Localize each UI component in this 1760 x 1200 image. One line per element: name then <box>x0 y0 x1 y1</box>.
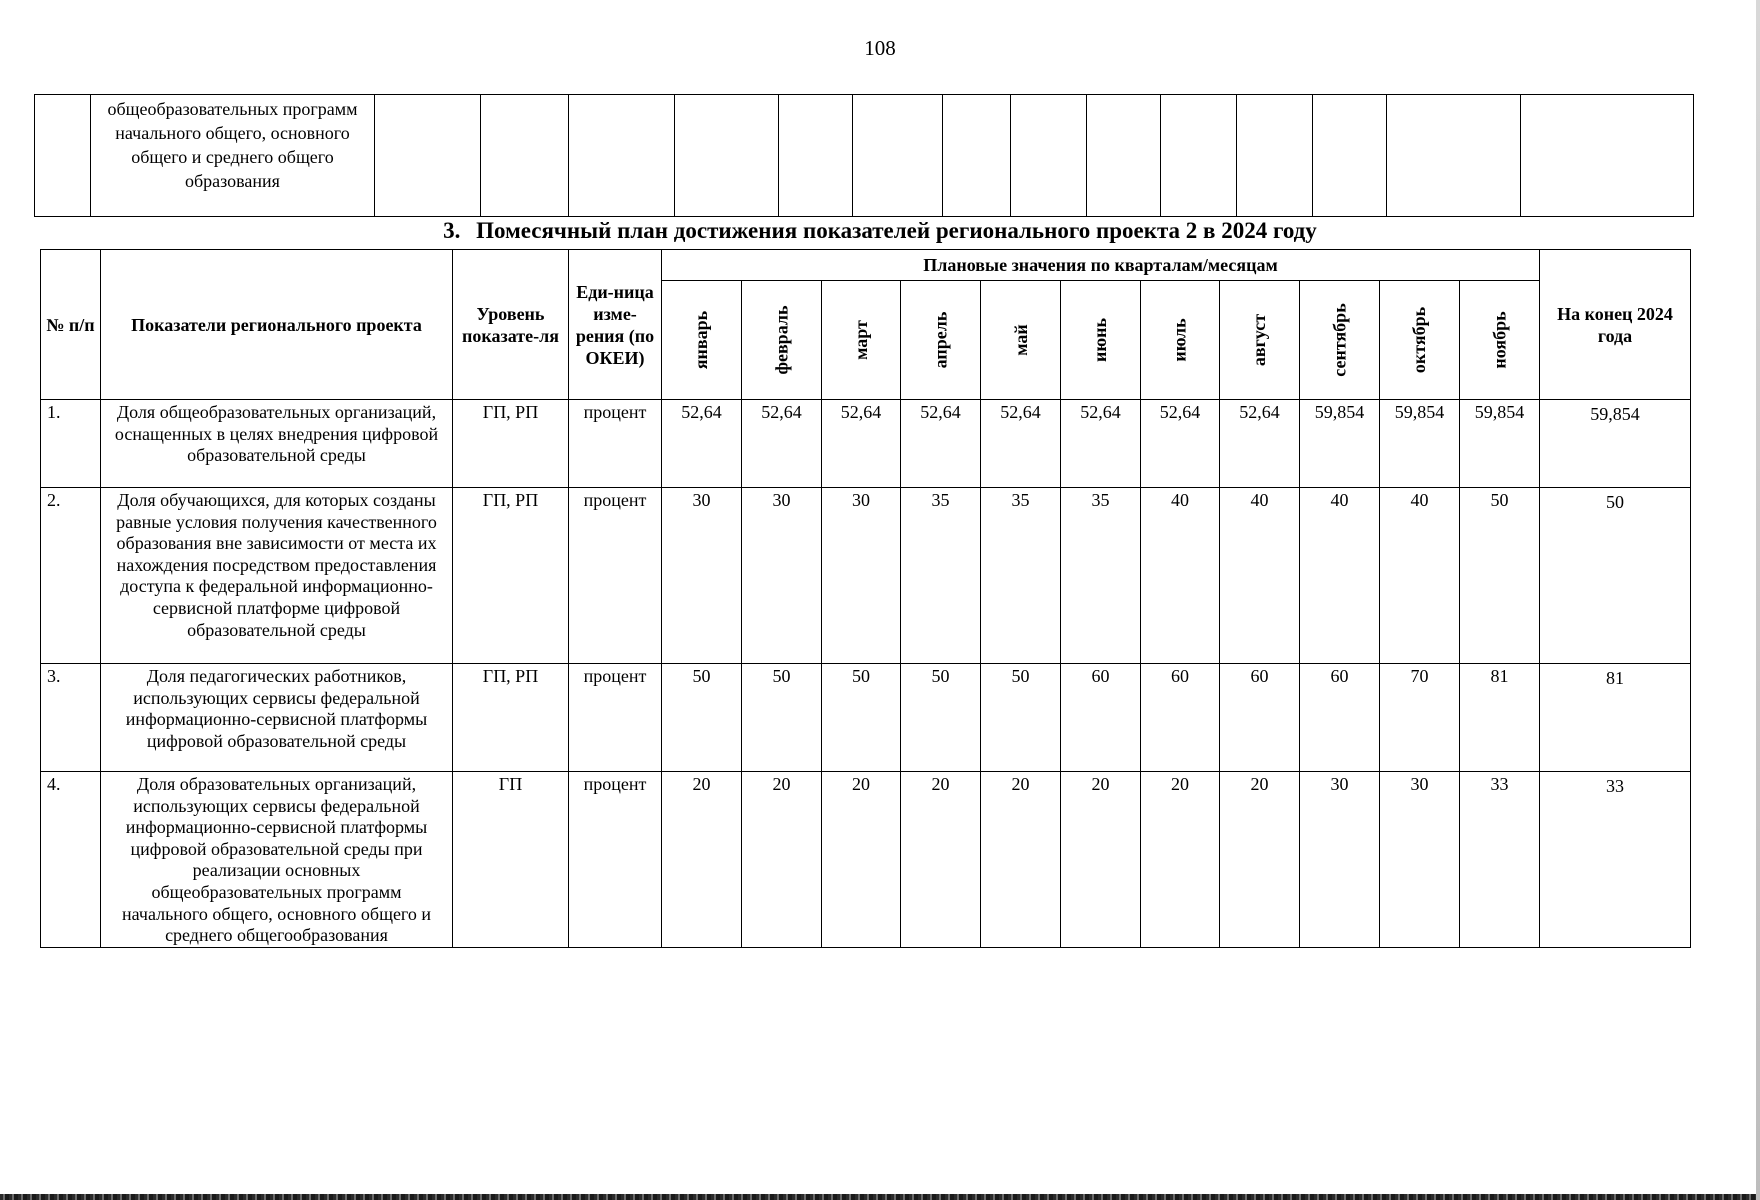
row-end-value: 81 <box>1540 664 1691 772</box>
header-indicator: Показатели регионального проекта <box>101 250 453 400</box>
header-month: март <box>822 281 901 400</box>
row-value: 52,64 <box>981 400 1061 488</box>
row-value: 20 <box>1220 772 1300 948</box>
row-indicator: Доля обучающихся, для которых созданы равные условия получения качественного образования вне зависимости от места их нахождения посредством предоставления доступа к федеральной информационно-сервисной платформе цифровой образовательной среды <box>101 488 453 664</box>
continuation-cell <box>91 95 375 217</box>
row-value: 52,64 <box>1220 400 1300 488</box>
row-value: 50 <box>1460 488 1540 664</box>
row-value: 50 <box>662 664 742 772</box>
row-value: 81 <box>1460 664 1540 772</box>
row-value: 35 <box>981 488 1061 664</box>
row-num: 3. <box>41 664 101 772</box>
row-value: 20 <box>1141 772 1220 948</box>
row-unit: процент <box>569 772 662 948</box>
row-value: 30 <box>742 488 822 664</box>
continuation-cell <box>1521 95 1694 217</box>
continuation-table <box>34 94 1694 217</box>
row-value: 40 <box>1300 488 1380 664</box>
row-value: 52,64 <box>901 400 981 488</box>
row-value: 52,64 <box>662 400 742 488</box>
row-value: 70 <box>1380 664 1460 772</box>
monthly-plan-table <box>40 249 1691 948</box>
header-month: май <box>981 281 1061 400</box>
row-indicator: Доля общеобразовательных организаций, оснащенных в целях внедрения цифровой образовательной среды <box>101 400 453 488</box>
row-value: 52,64 <box>822 400 901 488</box>
header-planned-values: Плановые значения по кварталам/месяцам <box>662 250 1540 281</box>
table-row <box>41 664 1691 772</box>
row-value: 60 <box>1061 664 1141 772</box>
row-value: 20 <box>742 772 822 948</box>
scan-right-edge <box>1756 0 1760 1200</box>
header-month: октябрь <box>1380 281 1460 400</box>
row-value: 20 <box>981 772 1061 948</box>
row-value: 20 <box>822 772 901 948</box>
row-num: 4. <box>41 772 101 948</box>
continuation-cell <box>569 95 675 217</box>
row-value: 59,854 <box>1300 400 1380 488</box>
row-unit: процент <box>569 400 662 488</box>
row-value: 30 <box>1300 772 1380 948</box>
continuation-row <box>35 95 1694 217</box>
header-unit: Еди-ница изме-рения (по ОКЕИ) <box>569 250 662 400</box>
row-value: 50 <box>822 664 901 772</box>
continuation-cell <box>1237 95 1313 217</box>
row-unit: процент <box>569 488 662 664</box>
continuation-cell <box>779 95 853 217</box>
continuation-cell <box>375 95 481 217</box>
row-value: 60 <box>1300 664 1380 772</box>
row-value: 52,64 <box>742 400 822 488</box>
continuation-cell <box>1011 95 1087 217</box>
row-level: ГП, РП <box>453 664 569 772</box>
row-end-value: 33 <box>1540 772 1691 948</box>
continuation-cell <box>943 95 1011 217</box>
continuation-text: общеобразовательных программ начального общего, основного общего и среднего общего образования <box>107 99 358 191</box>
row-value: 52,64 <box>1061 400 1141 488</box>
row-value: 20 <box>901 772 981 948</box>
row-num: 2. <box>41 488 101 664</box>
header-month: ноябрь <box>1460 281 1540 400</box>
section-title <box>0 218 1760 244</box>
header-month: февраль <box>742 281 822 400</box>
continuation-cell <box>481 95 569 217</box>
header-level: Уровень показате-ля <box>453 250 569 400</box>
header-month: июнь <box>1061 281 1141 400</box>
header-month: август <box>1220 281 1300 400</box>
continuation-cell <box>1087 95 1161 217</box>
row-level: ГП <box>453 772 569 948</box>
header-month: июль <box>1141 281 1220 400</box>
continuation-cell <box>35 95 91 217</box>
row-value: 59,854 <box>1380 400 1460 488</box>
row-value: 40 <box>1141 488 1220 664</box>
row-value: 20 <box>1061 772 1141 948</box>
continuation-cell <box>1387 95 1521 217</box>
row-value: 20 <box>662 772 742 948</box>
row-level: ГП, РП <box>453 400 569 488</box>
header-num: № п/п <box>41 250 101 400</box>
continuation-cell <box>853 95 943 217</box>
header-month: январь <box>662 281 742 400</box>
row-value: 60 <box>1220 664 1300 772</box>
row-value: 40 <box>1220 488 1300 664</box>
table-row <box>41 488 1691 664</box>
section-number: 3. <box>443 218 461 243</box>
row-value: 30 <box>822 488 901 664</box>
row-value: 35 <box>901 488 981 664</box>
row-value: 60 <box>1141 664 1220 772</box>
row-end-value: 59,854 <box>1540 400 1691 488</box>
row-num: 1. <box>41 400 101 488</box>
row-value: 50 <box>981 664 1061 772</box>
section-title-text: Помесячный план достижения показателей регионального проекта 2 в 2024 году <box>476 218 1317 243</box>
row-value: 59,854 <box>1460 400 1540 488</box>
row-value: 30 <box>662 488 742 664</box>
row-end-value: 50 <box>1540 488 1691 664</box>
row-level: ГП, РП <box>453 488 569 664</box>
header-row <box>41 250 1691 281</box>
header-end-of-year: На конец 2024 года <box>1540 250 1691 400</box>
header-month: апрель <box>901 281 981 400</box>
row-indicator: Доля образовательных организаций, использующих сервисы федеральной информационно-сервисной платформы цифровой образовательной среды при реализации основных общеобразовательных программ начального общего, основного общего и среднего общегообразования <box>101 772 453 948</box>
row-unit: процент <box>569 664 662 772</box>
table-row <box>41 772 1691 948</box>
table-row <box>41 400 1691 488</box>
header-month: сентябрь <box>1300 281 1380 400</box>
continuation-cell <box>675 95 779 217</box>
continuation-cell <box>1313 95 1387 217</box>
row-value: 50 <box>901 664 981 772</box>
row-value: 33 <box>1460 772 1540 948</box>
scan-edge-strip <box>0 1194 1760 1200</box>
continuation-cell <box>1161 95 1237 217</box>
row-indicator: Доля педагогических работников, использующих сервисы федеральной информационно-сервисной платформы цифровой образовательной среды <box>101 664 453 772</box>
row-value: 40 <box>1380 488 1460 664</box>
row-value: 52,64 <box>1141 400 1220 488</box>
page-number: 108 <box>864 36 896 60</box>
row-value: 30 <box>1380 772 1460 948</box>
row-value: 35 <box>1061 488 1141 664</box>
row-value: 50 <box>742 664 822 772</box>
